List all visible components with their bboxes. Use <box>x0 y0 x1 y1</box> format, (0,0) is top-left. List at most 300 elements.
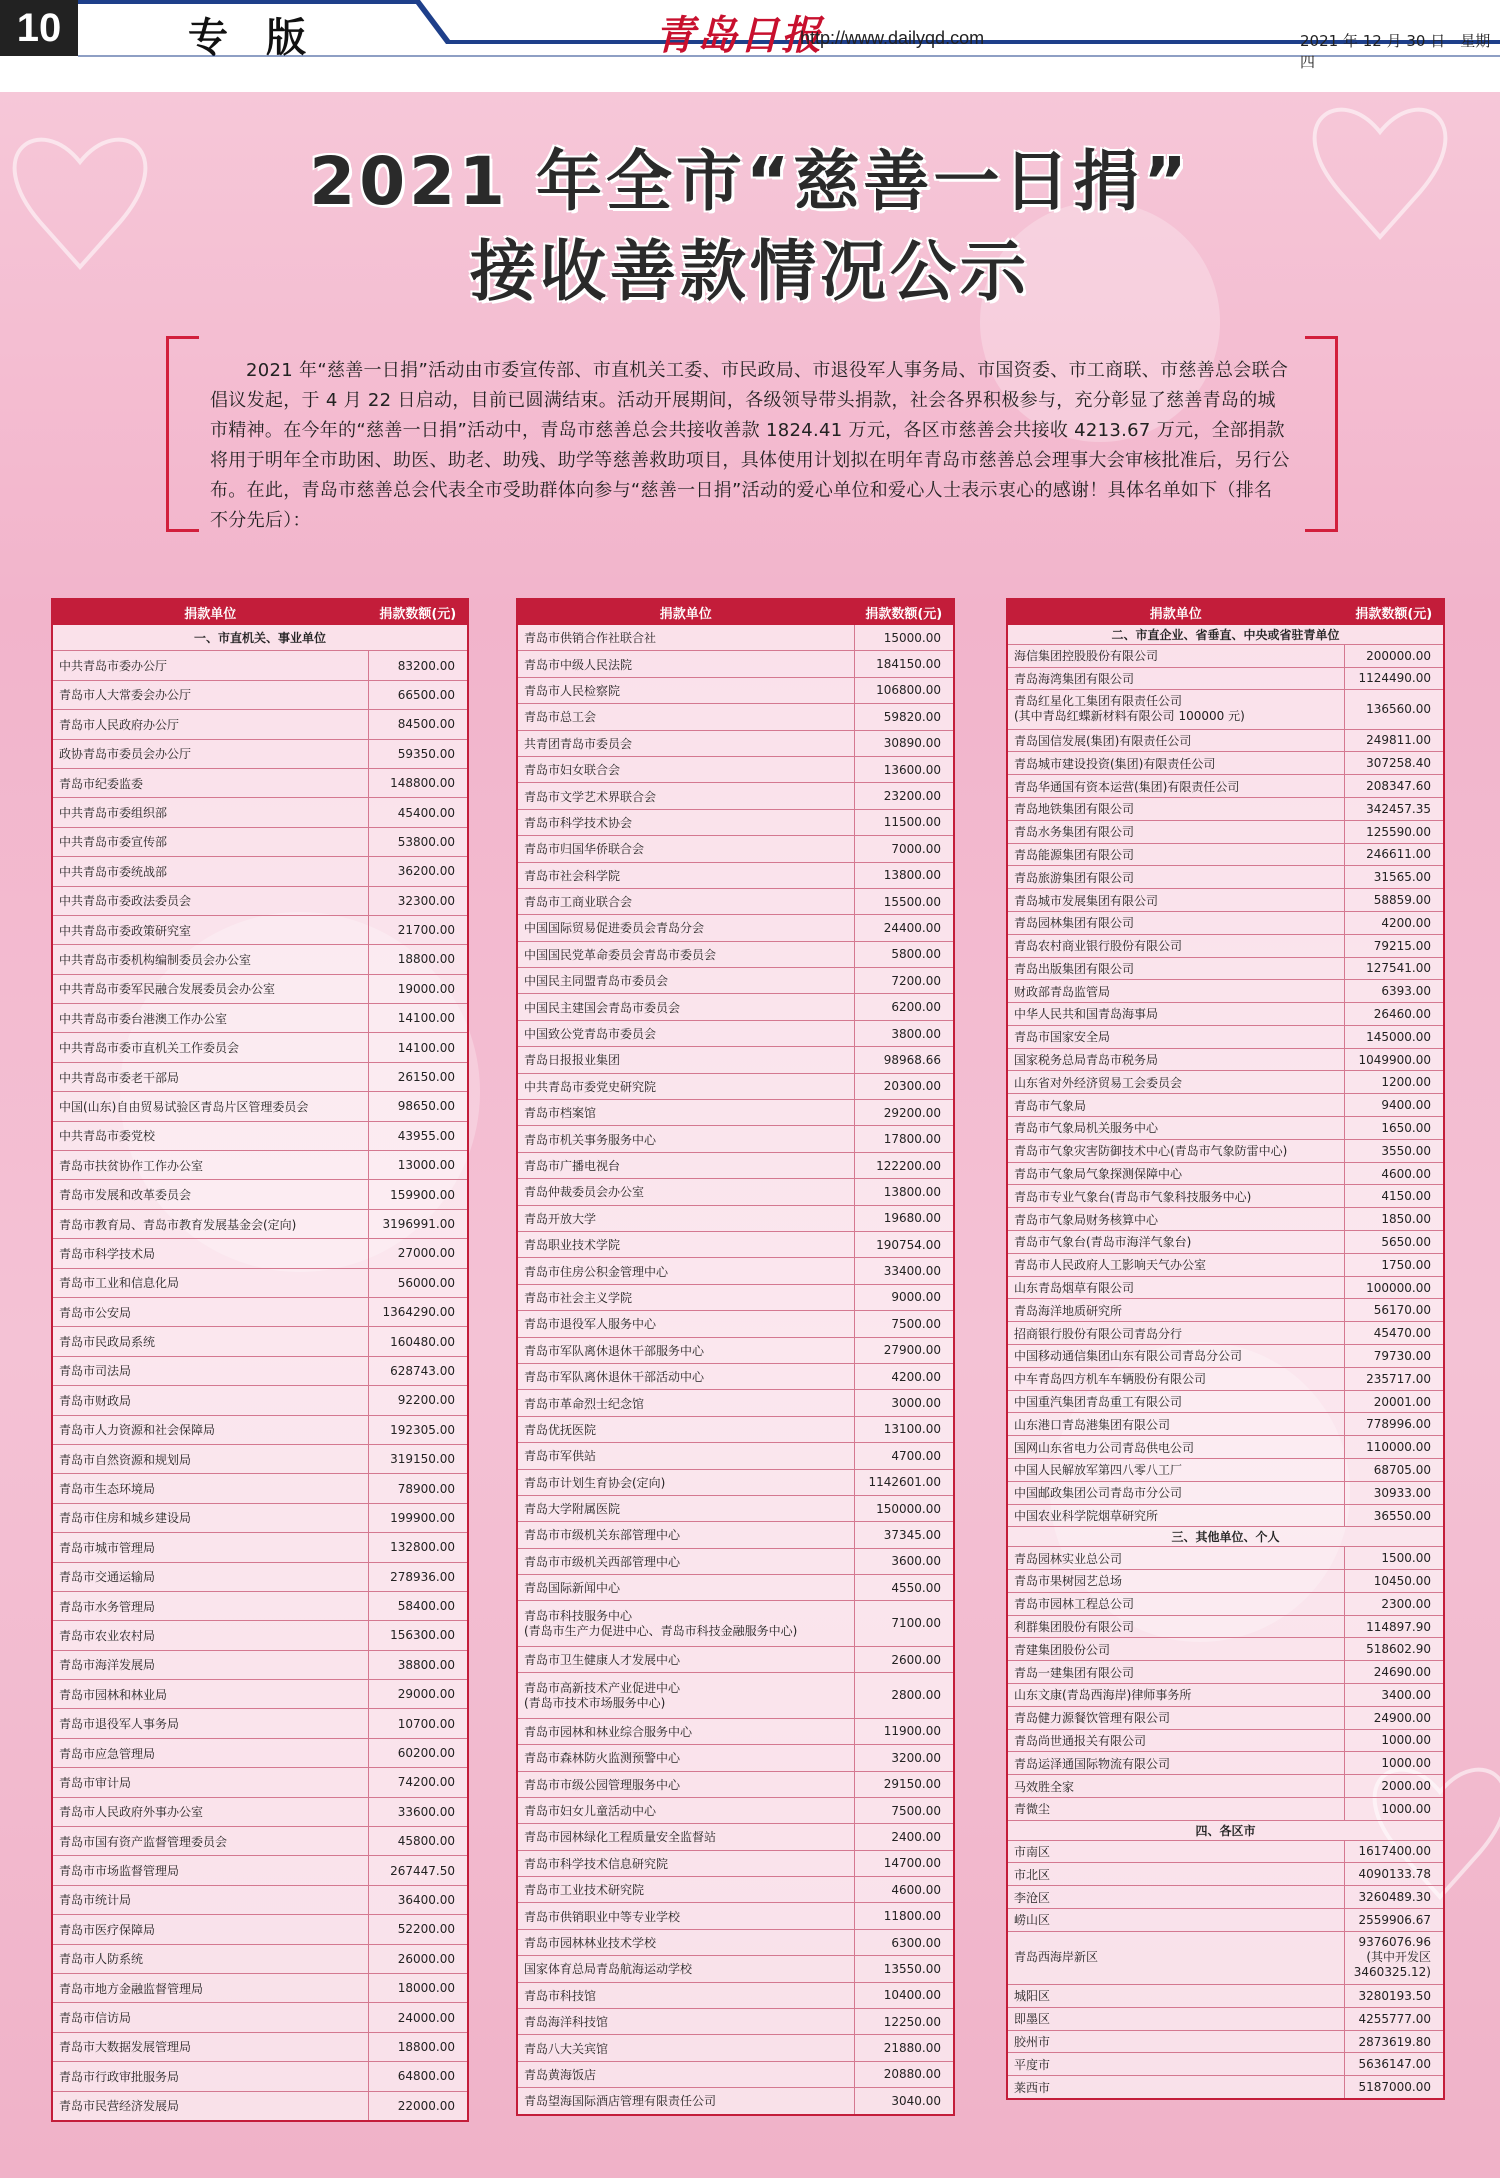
donor-name-line: 青微尘 <box>1014 1802 1051 1817</box>
donor-name <box>52 1268 368 1297</box>
donor-name <box>1007 1592 1344 1615</box>
donation-amount <box>854 1311 954 1337</box>
donor-name-line: 中国民主建国会青岛市委员会 <box>524 1000 681 1015</box>
donor-name <box>517 1390 854 1416</box>
donor-name-note: (其中青岛红蝶新材料有限公司 100000 元) <box>1014 709 1245 724</box>
donation-amount <box>368 710 468 739</box>
donor-name-line: 市北区 <box>1014 1867 1051 1882</box>
table-row <box>52 1151 468 1180</box>
donation-amount <box>854 1284 954 1310</box>
section-heading: 四、各区市 <box>1007 1820 1444 1840</box>
donor-name-line: 即墨区 <box>1014 2012 1051 2027</box>
donor-name-line: 青岛红星化工集团有限责任公司 <box>1014 694 1183 709</box>
donation-amount <box>1344 797 1444 820</box>
donor-name <box>517 1100 854 1126</box>
amount-line: 136560.00 <box>1366 701 1431 716</box>
amount-line: 22000.00 <box>397 2098 455 2113</box>
donor-name <box>52 739 368 768</box>
donation-amount <box>1344 1071 1444 1094</box>
amount-line: 319150.00 <box>390 1452 455 1467</box>
donor-name-line: 共青团青岛市委员会 <box>524 736 633 751</box>
donation-amount <box>854 1824 954 1850</box>
donor-name-line: 中共青岛市委政策研究室 <box>59 923 192 938</box>
table-row <box>517 1673 954 1718</box>
donation-amount <box>854 2088 954 2115</box>
donor-name-line: 青岛市社会科学院 <box>524 868 621 883</box>
donation-amount <box>1344 1276 1444 1299</box>
donation-amount <box>1344 1985 1444 2008</box>
table-row <box>1007 1139 1444 1162</box>
table-row <box>52 1503 468 1532</box>
donation-amount <box>1344 1003 1444 1026</box>
table-row <box>52 1562 468 1591</box>
donor-name-line: 青岛市教育局、青岛市教育发展基金会(定向) <box>59 1217 297 1232</box>
table-row <box>517 625 954 651</box>
amount-line: 13100.00 <box>883 1422 941 1437</box>
donor-name <box>1007 1661 1344 1684</box>
donor-name-line: 青岛市工商业联合会 <box>524 895 633 910</box>
amount-line: 2559906.67 <box>1358 1912 1431 1927</box>
donor-name-line: 青岛优抚医院 <box>524 1422 597 1437</box>
donor-name <box>517 1258 854 1284</box>
donor-name <box>1007 911 1344 934</box>
donation-amount <box>368 1768 468 1797</box>
donor-name-line: 青建集团股份公司 <box>1014 1642 1111 1657</box>
amount-line: 1617400.00 <box>1358 1844 1431 1859</box>
donation-amount <box>854 1929 954 1955</box>
donor-name <box>52 857 368 886</box>
amount-line: 267447.50 <box>390 1863 455 1878</box>
donation-amount <box>854 1416 954 1442</box>
amount-line: 45400.00 <box>397 805 455 820</box>
donor-name <box>1007 1367 1344 1390</box>
amount-line: 45800.00 <box>397 1834 455 1849</box>
donor-name <box>517 1047 854 1073</box>
table-row <box>52 1444 468 1473</box>
donor-name <box>517 2035 854 2061</box>
amount-line: 36550.00 <box>1373 1508 1431 1523</box>
table-row <box>1007 1661 1444 1684</box>
donation-amount <box>368 2062 468 2091</box>
donor-name <box>517 1601 854 1646</box>
table-header-row <box>1007 599 1444 625</box>
table-row <box>1007 934 1444 957</box>
donor-name-line: 青岛海洋地质研究所 <box>1014 1303 1123 1318</box>
table-row <box>1007 1908 1444 1931</box>
donor-name <box>517 836 854 862</box>
donor-name <box>52 1209 368 1238</box>
section-row <box>1007 625 1444 645</box>
amount-line: 200000.00 <box>1366 648 1431 663</box>
table-row <box>52 1885 468 1914</box>
amount-line: 14100.00 <box>397 1011 455 1026</box>
donation-amount <box>1344 1547 1444 1570</box>
table-row <box>517 2035 954 2061</box>
amount-line: 4200.00 <box>891 1369 941 1384</box>
amount-line: 7000.00 <box>891 841 941 856</box>
donation-amount <box>854 1443 954 1469</box>
table-row <box>52 710 468 739</box>
amount-line: 778996.00 <box>1366 1417 1431 1432</box>
table-row <box>52 974 468 1003</box>
donor-name <box>517 1522 854 1548</box>
donor-name-line: 青岛市海洋发展局 <box>59 1658 156 1673</box>
table-row <box>517 2061 954 2087</box>
amount-line: 20300.00 <box>883 1079 941 1094</box>
amount-line: 4600.00 <box>1381 1166 1431 1181</box>
amount-line: 7500.00 <box>891 1316 941 1331</box>
amount-line: 184150.00 <box>876 657 941 672</box>
donation-amount <box>368 1415 468 1444</box>
donation-amount <box>1344 775 1444 798</box>
amount-line: 27000.00 <box>397 1246 455 1261</box>
donor-name-line: 青岛市妇女儿童活动中心 <box>524 1804 657 1819</box>
donation-amount <box>368 1092 468 1121</box>
donation-amount <box>368 1621 468 1650</box>
donor-name-line: 青岛市国有资产监督管理委员会 <box>59 1834 228 1849</box>
donor-name <box>1007 1299 1344 1322</box>
donation-amount <box>854 1850 954 1876</box>
donor-name <box>52 2062 368 2091</box>
donation-amount <box>854 1745 954 1771</box>
table-row <box>517 1205 954 1231</box>
amount-note-value: 3460325.12) <box>1353 1965 1431 1980</box>
donor-name <box>517 1205 854 1231</box>
donor-name-line: 中国国际贸易促进委员会青岛分会 <box>524 921 705 936</box>
donor-name-line: 青岛市机关事务服务中心 <box>524 1132 657 1147</box>
table-row <box>52 1709 468 1738</box>
amount-line: 249811.00 <box>1366 733 1431 748</box>
donation-amount <box>854 1363 954 1389</box>
donor-name <box>1007 1684 1344 1707</box>
amount-line: 5187000.00 <box>1358 2080 1431 2095</box>
donor-name <box>1007 889 1344 912</box>
donation-amount <box>1344 1570 1444 1593</box>
donor-name-line: 青岛运泽通国际物流有限公司 <box>1014 1756 1171 1771</box>
donor-name <box>52 1092 368 1121</box>
donor-name <box>1007 1162 1344 1185</box>
table-row <box>517 1929 954 1955</box>
donation-amount <box>368 1209 468 1238</box>
donor-name-note: (青岛市生产力促进中心、青岛市科技金融服务中心) <box>524 1623 798 1638</box>
donation-amount <box>368 1680 468 1709</box>
donor-name <box>1007 1071 1344 1094</box>
amount-line: 1364290.00 <box>382 1305 455 1320</box>
table-row <box>517 915 954 941</box>
donor-name-line: 中共青岛市委机构编制委员会办公室 <box>59 952 252 967</box>
amount-line: 14700.00 <box>883 1856 941 1871</box>
donor-name <box>52 1474 368 1503</box>
amount-line: 18800.00 <box>397 2039 455 2054</box>
donor-name <box>517 915 854 941</box>
table-row <box>1007 1071 1444 1094</box>
donor-name-line: 青岛市专业气象台(青岛市气象科技服务中心) <box>1014 1189 1252 1204</box>
donor-name-line: 青岛市市场监督管理局 <box>59 1864 180 1879</box>
donor-name <box>517 1850 854 1876</box>
donation-amount <box>1344 1139 1444 1162</box>
donation-amount <box>1344 1481 1444 1504</box>
donation-amount <box>368 857 468 886</box>
table-row <box>1007 2007 1444 2030</box>
amount-line: 11900.00 <box>883 1724 941 1739</box>
donor-name <box>517 651 854 677</box>
donor-name-line: 中国重汽集团青岛重工有限公司 <box>1014 1395 1183 1410</box>
donation-amount <box>854 1179 954 1205</box>
donation-amount <box>368 1973 468 2002</box>
donor-name-line: 青岛市卫生健康人才发展中心 <box>524 1653 681 1668</box>
donor-name-line: 青岛市行政审批服务局 <box>59 2069 180 2084</box>
donor-name <box>52 974 368 1003</box>
amount-line: 4200.00 <box>1381 915 1431 930</box>
donor-name-line: 青岛市供销职业中等专业学校 <box>524 1909 681 1924</box>
amount-line: 23200.00 <box>883 789 941 804</box>
table-row <box>1007 1931 1444 1984</box>
donation-amount <box>854 1771 954 1797</box>
donation-amount <box>854 1903 954 1929</box>
donor-name <box>517 1718 854 1744</box>
donor-name <box>1007 843 1344 866</box>
table-row <box>1007 1345 1444 1368</box>
amount-line: 58400.00 <box>397 1599 455 1614</box>
donor-name <box>517 1020 854 1046</box>
donor-name <box>1007 1025 1344 1048</box>
amount-line: 4550.00 <box>891 1580 941 1595</box>
donor-name <box>1007 2053 1344 2076</box>
donor-name <box>1007 1390 1344 1413</box>
amount-line: 15500.00 <box>883 894 941 909</box>
donor-name-line: 青岛市水务管理局 <box>59 1599 156 1614</box>
donation-amount <box>1344 2007 1444 2030</box>
donor-name-line: 中国(山东)自由贸易试验区青岛片区管理委员会 <box>59 1099 309 1114</box>
amount-line: 68705.00 <box>1373 1462 1431 1477</box>
donation-amount <box>1344 1345 1444 1368</box>
website-url[interactable]: http://www.dailyqd.com <box>800 28 985 48</box>
table-row <box>1007 1592 1444 1615</box>
donation-amount <box>1344 1231 1444 1254</box>
donation-amount <box>854 1522 954 1548</box>
section-heading: 二、市直企业、省垂直、中央或省驻青单位 <box>1007 625 1444 645</box>
amount-line: 1750.00 <box>1381 1257 1431 1272</box>
amount-line: 14100.00 <box>397 1040 455 1055</box>
table-row <box>1007 1706 1444 1729</box>
donation-amount <box>1344 1253 1444 1276</box>
amount-line: 4150.00 <box>1381 1189 1431 1204</box>
donor-name-line: 青岛市高新技术产业促进中心 <box>524 1680 681 1695</box>
table-row <box>517 1824 954 1850</box>
donation-amount <box>368 974 468 1003</box>
amount-line: 235717.00 <box>1366 1371 1431 1386</box>
donor-name-line: 青岛日报报业集团 <box>524 1053 621 1068</box>
donor-name <box>1007 644 1344 667</box>
donor-name-line: 山东省对外经济贸易工会委员会 <box>1014 1075 1183 1090</box>
donor-name <box>1007 1775 1344 1798</box>
amount-line: 60200.00 <box>397 1746 455 1761</box>
amount-line: 1124490.00 <box>1358 671 1431 686</box>
amount-line: 18000.00 <box>397 1981 455 1996</box>
table-row <box>1007 1863 1444 1886</box>
section-heading: 一、市直机关、事业单位 <box>52 625 468 651</box>
table-row <box>517 2088 954 2115</box>
table-row <box>1007 1840 1444 1863</box>
amount-line: 36200.00 <box>397 864 455 879</box>
table-row <box>52 1738 468 1767</box>
donor-name <box>1007 1048 1344 1071</box>
table-row <box>517 888 954 914</box>
donation-amount <box>854 994 954 1020</box>
donor-name <box>1007 1615 1344 1638</box>
table-row <box>1007 2076 1444 2099</box>
donor-name <box>1007 1436 1344 1459</box>
donor-name-line: 青岛市科学技术局 <box>59 1246 156 1261</box>
donor-name <box>517 1231 854 1257</box>
donor-name <box>517 2061 854 2087</box>
donor-name <box>1007 866 1344 889</box>
table-row <box>52 651 468 680</box>
donor-name <box>1007 1638 1344 1661</box>
table-row <box>1007 843 1444 866</box>
donation-amount <box>854 756 954 782</box>
column-header-unit: 捐款单位 <box>52 599 368 625</box>
amount-line: 628743.00 <box>390 1363 455 1378</box>
amount-line: 127541.00 <box>1366 961 1431 976</box>
donor-name <box>1007 690 1344 729</box>
donor-name <box>517 2088 854 2115</box>
donor-name-line: 青岛市农业农村局 <box>59 1628 156 1643</box>
table-row <box>517 968 954 994</box>
table-row <box>517 1337 954 1363</box>
donor-name-line: 青岛职业技术学院 <box>524 1238 621 1253</box>
donation-amount <box>1344 889 1444 912</box>
amount-line: 26150.00 <box>397 1070 455 1085</box>
table-row <box>517 1443 954 1469</box>
donor-name-line: 青岛市发展和改革委员会 <box>59 1188 192 1203</box>
section-title: 专版 <box>188 14 344 61</box>
donor-name-line: 胶州市 <box>1014 2035 1051 2050</box>
donor-name-line: 青岛市供销合作社联合社 <box>524 631 657 646</box>
donor-name <box>52 1444 368 1473</box>
donor-name <box>1007 1908 1344 1931</box>
table-row <box>52 857 468 886</box>
table-row <box>517 1601 954 1646</box>
donation-amount <box>854 2035 954 2061</box>
donor-name-line: 青岛西海岸新区 <box>1014 1950 1099 1965</box>
donor-name <box>52 651 368 680</box>
donor-name <box>517 1903 854 1929</box>
table-row <box>517 862 954 888</box>
table-row <box>517 836 954 862</box>
donor-name-line: 中国国民党革命委员会青岛市委员会 <box>524 947 717 962</box>
amount-line: 122200.00 <box>876 1158 941 1173</box>
donor-name <box>52 915 368 944</box>
donation-amount <box>368 945 468 974</box>
donor-name <box>517 677 854 703</box>
donation-amount <box>854 1152 954 1178</box>
donor-name <box>1007 1797 1344 1820</box>
table-row <box>517 651 954 677</box>
donation-table-2 <box>516 598 955 2116</box>
donor-name-line: 青岛城市发展集团有限公司 <box>1014 893 1159 908</box>
amount-line: 114897.90 <box>1366 1619 1431 1634</box>
donor-name-line: 青岛市交通运输局 <box>59 1570 156 1585</box>
donation-amount <box>854 1100 954 1126</box>
table-row <box>517 1390 954 1416</box>
donor-name <box>52 1327 368 1356</box>
donor-name-line: 中共青岛市委军民融合发展委员会办公室 <box>59 982 276 997</box>
donor-name <box>52 2091 368 2121</box>
intro-bracket-left <box>166 336 199 532</box>
table-row <box>52 1621 468 1650</box>
table-row <box>517 1495 954 1521</box>
table-row <box>517 809 954 835</box>
donation-amount <box>854 862 954 888</box>
donation-amount <box>368 2091 468 2121</box>
amount-line: 342457.35 <box>1366 801 1431 816</box>
table-row <box>1007 1436 1444 1459</box>
donation-amount <box>854 1718 954 1744</box>
amount-line: 4090133.78 <box>1358 1867 1431 1882</box>
donor-name <box>1007 1185 1344 1208</box>
table-row <box>517 1020 954 1046</box>
donor-name-line: 青岛市退役军人服务中心 <box>524 1317 657 1332</box>
donation-amount <box>1344 1592 1444 1615</box>
amount-line: 1049900.00 <box>1358 1052 1431 1067</box>
section-row <box>52 625 468 651</box>
donor-name-line: 青岛市工业技术研究院 <box>524 1883 645 1898</box>
donation-amount <box>1344 866 1444 889</box>
table-row <box>517 1047 954 1073</box>
table-row <box>52 1062 468 1091</box>
donor-name <box>517 1982 854 2008</box>
amount-line: 7500.00 <box>891 1803 941 1818</box>
donation-amount <box>1344 1752 1444 1775</box>
amount-line: 1500.00 <box>1381 1551 1431 1566</box>
donor-name <box>52 1533 368 1562</box>
donor-name-line: 青岛市科学技术协会 <box>524 815 633 830</box>
donor-name <box>52 1973 368 2002</box>
column-header-unit: 捐款单位 <box>517 599 854 625</box>
table-row <box>52 1650 468 1679</box>
donation-amount <box>854 1495 954 1521</box>
donation-amount <box>1344 843 1444 866</box>
donation-amount <box>1344 1797 1444 1820</box>
amount-line: 24400.00 <box>883 920 941 935</box>
donor-name-line: 青岛市住房和城乡建设局 <box>59 1511 192 1526</box>
donor-name-line: 青岛市市级机关西部管理中心 <box>524 1554 681 1569</box>
donor-name <box>1007 820 1344 843</box>
table-row <box>52 1797 468 1826</box>
table-row <box>52 2062 468 2091</box>
donation-amount <box>368 2032 468 2061</box>
table-row <box>1007 1684 1444 1707</box>
donor-name-line: 青岛市科学技术信息研究院 <box>524 1856 669 1871</box>
intro-bracket-right <box>1305 336 1338 532</box>
amount-line: 26460.00 <box>1373 1006 1431 1021</box>
donor-name <box>1007 934 1344 957</box>
donor-name <box>517 730 854 756</box>
donor-name-line: 青岛开放大学 <box>524 1211 597 1226</box>
donor-name <box>517 704 854 730</box>
table-row <box>1007 690 1444 729</box>
table-row <box>517 704 954 730</box>
table-row <box>1007 980 1444 1003</box>
donor-name-line: 中共青岛市委老干部局 <box>59 1070 180 1085</box>
issue-date: 2021 年 12 月 30 日 星期四 <box>1300 32 1491 71</box>
donor-name-line: 青岛海湾集团有限公司 <box>1014 671 1135 686</box>
donor-name <box>52 1944 368 1973</box>
donation-amount <box>368 886 468 915</box>
donor-name <box>52 1297 368 1326</box>
amount-line: 53800.00 <box>397 834 455 849</box>
